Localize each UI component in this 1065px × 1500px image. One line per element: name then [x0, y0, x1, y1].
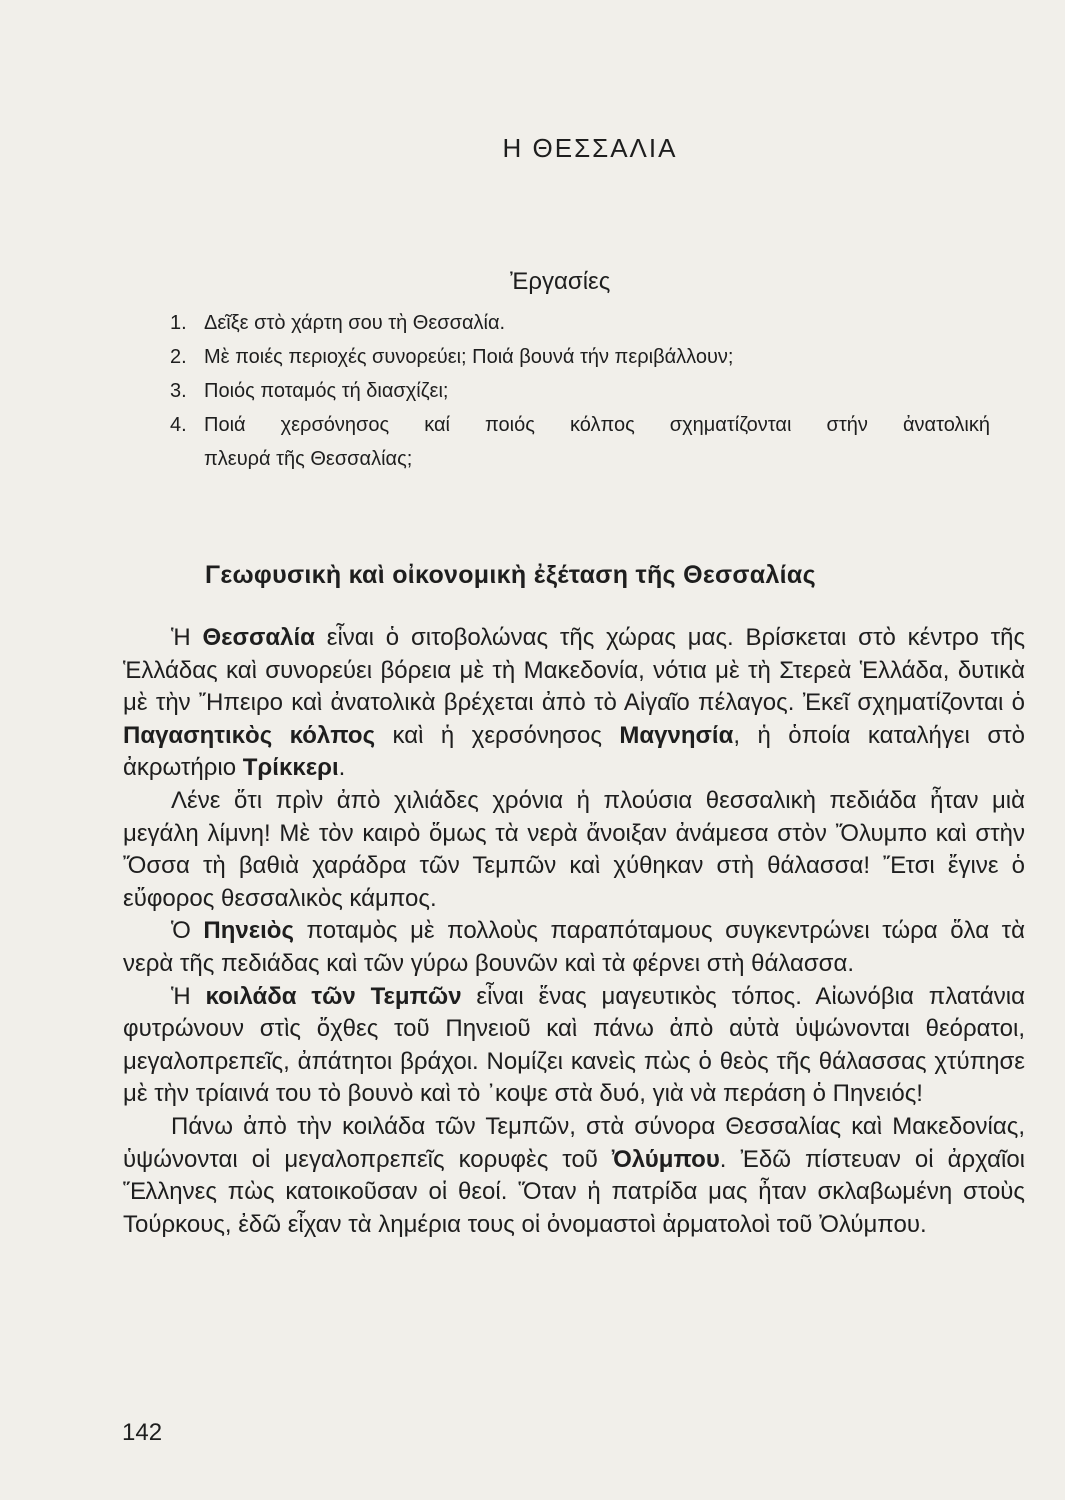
- exercise-item: [170, 340, 990, 374]
- exercise-text: Δεῖξε στὸ χάρτη σου τὴ Θεσσαλία.: [204, 312, 506, 334]
- text-run: , ἡ ὁποία καταλήγει στὸ ἀκρωτήριο: [123, 721, 1025, 782]
- exercise-list: [170, 306, 990, 476]
- exercise-number: 4.: [170, 414, 187, 436]
- exercise-item: [170, 374, 990, 408]
- bold-term: Θεσσαλία: [202, 624, 315, 651]
- text-run: καὶ ἡ χερσόνησος: [375, 721, 620, 749]
- text-run: . Ἐδῶ πίστευαν οἱ ἀρχαῖοι Ἕλληνες πὼς κατοικοῦσαν οἱ θεοί. Ὅταν ἡ πατρίδα μας ἦταν σκλαβωμένη στοὺς Τούρκους, ἐδῶ εἶχαν τὰ λημέρια τους οἱ ὀνομαστοὶ ἁρματολοὶ τοῦ Ὀλύμπου.: [123, 1145, 1026, 1238]
- paragraph: [123, 1111, 1025, 1241]
- exercise-item: [170, 408, 990, 476]
- text-run: Ἡ: [171, 624, 203, 651]
- text-run: .: [338, 754, 346, 782]
- paragraph: [123, 622, 1025, 785]
- exercise-text: [204, 408, 990, 476]
- text-run: Πάνω ἀπὸ τὴν κοιλάδα τῶν Τεμπῶν, στὰ σύνορα Θεσσαλίας καὶ Μακεδονίας, ὑψώνονται οἱ μεγαλοπρεπεῖς κορυφὲς τοῦ: [123, 1112, 1025, 1173]
- text-run: ποταμὸς μὲ πολλοὺς παραπόταμους συγκεντρώνει τώρα ὅλα τὰ νερὰ τῆς πεδιάδας καὶ τῶν γύρω βουνῶν καὶ τὰ φέρνει στὴ θάλασσα.: [123, 917, 1025, 977]
- exercise-number: 3.: [170, 380, 187, 402]
- paragraph: [123, 915, 1025, 980]
- exercise-text: Ποιός ποταμός τή διασχίζει;: [204, 380, 449, 402]
- chapter-title: Η ΘΕΣΣΑΛΙΑ: [502, 133, 678, 163]
- bold-term: Παγασητικὸς κόλπος: [123, 721, 376, 749]
- exercises-heading: Ἐργασίες: [510, 268, 611, 295]
- bold-term: κοιλάδα τῶν Τεμπῶν: [205, 982, 462, 1010]
- text-run: Ὁ: [171, 917, 204, 945]
- bold-term: Πηνειὸς: [203, 917, 294, 945]
- exercise-item: [170, 306, 990, 340]
- text-run: Ἡ: [171, 982, 206, 1010]
- exercise-number: 2.: [170, 346, 187, 368]
- exercise-text-line: πλευρά τῆς Θεσσαλίας;: [204, 448, 413, 470]
- body-text: [123, 622, 1025, 1241]
- exercise-number: 1.: [170, 312, 187, 334]
- paragraph: [123, 981, 1025, 1111]
- paragraph: Λένε ὅτι πρὶν ἀπὸ χιλιάδες χρόνια ἡ πλούσια θεσσαλικὴ πεδιάδα ἦταν μιὰ μεγάλη λίμνη! Μὲ τὸν καιρὸ ὅμως τὰ νερὰ ἄνοιξαν ἀνάμεσα στὸν Ὄλυμπο καὶ στὴν Ὄσσα τὴ βαθιὰ χαράδρα τῶν Τεμπῶν καὶ χύθηκαν στὴ θάλασσα! Ἔτσι ἔγινε ὁ εὔφορος θεσσαλικὸς κάμπος.: [123, 786, 1025, 912]
- page-number: 142: [122, 1419, 163, 1446]
- text-run: εἶναι ἕνας μαγευτικὸς τόπος. Αἰωνόβια πλατάνια φυτρώνουν στὶς ὄχθες τοῦ Πηνειοῦ καὶ πάνω ἀπὸ αὐτὰ ὑψώνονται θεόρατοι, μεγαλοπρεπεῖς, ἀπάτητοι βράχοι. Νομίζει κανεὶς πὼς ὁ θεὸς τῆς θάλασσας χτύπησε μὲ τὴν τρίαινά του τὸ βουνὸ καὶ τὸ ᾽κοψε στὰ δυό, γιὰ νὰ περάση ὁ Πηνειός!: [123, 982, 1026, 1108]
- section-heading: Γεωφυσικὴ καὶ οἰκονομικὴ ἐξέταση τῆς Θεσσαλίας: [205, 561, 816, 589]
- bold-term: Τρίκκερι: [242, 754, 339, 782]
- exercise-text-line: Ποιά χερσόνησος καί ποιός κόλπος σχηματίζονται στήν ἀνατολική: [204, 414, 990, 436]
- text-run: εἶναι ὁ σιτοβολώνας τῆς χώρας μας. Βρίσκεται στὸ κέντρο τῆς Ἑλλάδας καὶ συνορεύει βόρεια μὲ τὴ Μακεδονία, νότια μὲ τὴ Στερεὰ Ἑλλάδα, δυτικὰ μὲ τὴν Ἤπειρο καὶ ἀνατολικὰ βρέχεται ἀπὸ τὸ Αἰγαῖο πέλαγος. Ἐκεῖ σχηματίζονται ὁ: [123, 624, 1026, 717]
- bold-term: Μαγνησία: [619, 721, 734, 749]
- bold-term: Ὀλύμπου: [611, 1145, 720, 1173]
- exercise-text: Μὲ ποιές περιοχές συνορεύει; Ποιά βουνά τήν περιβάλλουν;: [204, 346, 734, 368]
